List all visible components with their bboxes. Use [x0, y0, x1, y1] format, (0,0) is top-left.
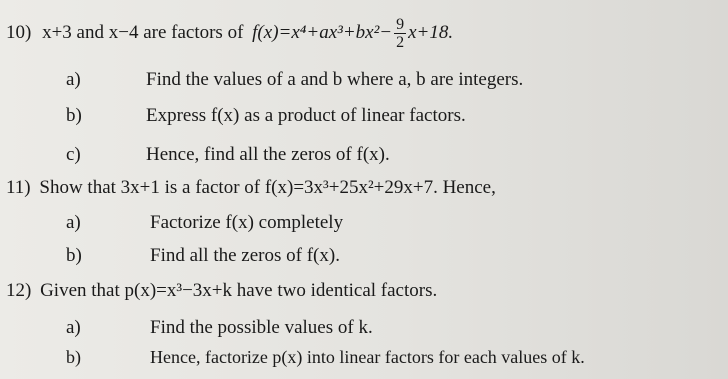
- function-tail: x+18.: [408, 21, 454, 43]
- part-text: Factorize f(x) completely: [150, 212, 344, 233]
- problem-10-part-b: [66, 104, 466, 128]
- part-text: Find all the zeros of f(x).: [150, 245, 340, 266]
- problem-stem-prefix: x+3 and x−4 are factors of: [42, 21, 244, 43]
- part-label: a): [66, 69, 81, 90]
- problem-number: 12): [6, 280, 32, 301]
- problem-10-part-c: [66, 143, 390, 167]
- fraction-numerator: 9: [396, 16, 405, 33]
- problem-10-part-a: [66, 68, 524, 92]
- part-text: Find the possible values of k.: [150, 317, 373, 338]
- part-label: b): [66, 105, 82, 126]
- part-text: Find the values of a and b where a, b are integers.: [146, 69, 524, 90]
- problem-12-part-b: [66, 345, 585, 369]
- problem-stem: Given that p(x)=x³−3x+k have two identical factors.: [40, 280, 438, 301]
- fraction-denominator: 2: [396, 34, 405, 51]
- problem-11-part-a: [66, 211, 344, 235]
- problem-12-stem: [6, 279, 437, 303]
- fraction: [394, 16, 406, 51]
- problem-12-part-a: [66, 316, 373, 340]
- problem-number: 10): [6, 21, 32, 43]
- problem-11-part-b: [66, 244, 340, 268]
- part-text: Hence, factorize p(x) into linear factors for each values of k.: [150, 347, 585, 367]
- problem-10-stem: [6, 16, 453, 51]
- problem-11-stem: [6, 176, 496, 200]
- part-text: Express f(x) as a product of linear factors.: [146, 105, 466, 126]
- part-text: Hence, find all the zeros of f(x).: [146, 144, 390, 165]
- problem-stem: Show that 3x+1 is a factor of f(x)=3x³+25x²+29x+7. Hence,: [39, 177, 496, 198]
- part-label: b): [66, 347, 81, 367]
- problem-number: 11): [6, 177, 31, 198]
- part-label: c): [66, 144, 81, 165]
- part-label: b): [66, 245, 82, 266]
- part-label: a): [66, 317, 81, 338]
- function-expression: f(x)=x⁴+ax³+bx²−: [252, 21, 393, 43]
- part-label: a): [66, 212, 81, 233]
